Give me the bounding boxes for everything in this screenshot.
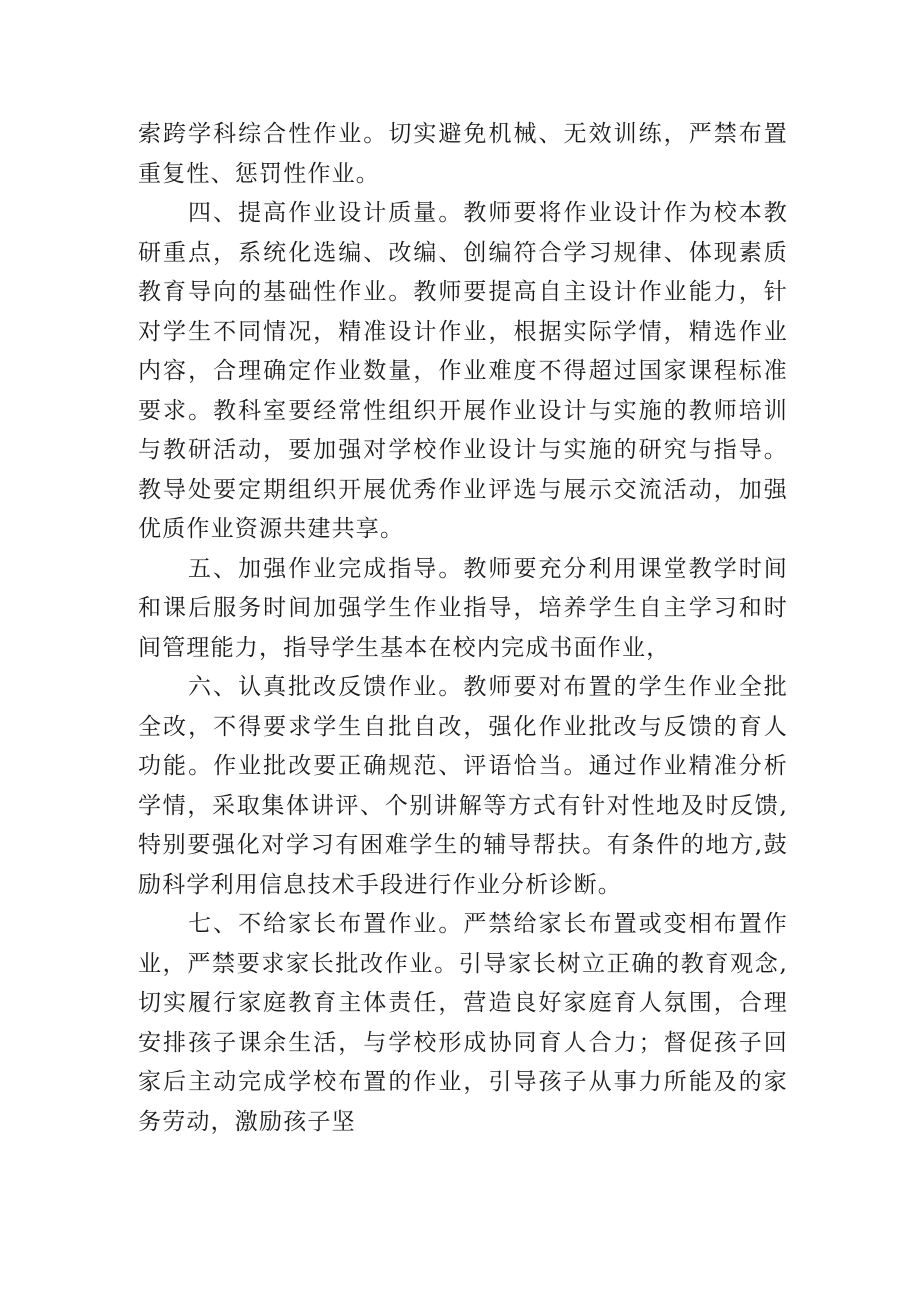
- paragraph-item-7: 七、不给家长布置作业。严禁给家长布置或变相布置作业，严禁要求家长批改作业。引导家长树立正确的教育观念,切实履行家庭教育主体责任，营造良好家庭育人氛围，合理安排孩子课余生活，与学校形成协同育人合力；督促孩子回家后主动完成学校布置的作业，引导孩子从事力所能及的家务劳动，激励孩子坚: [138, 911, 788, 1135]
- paragraph-continuation: 索跨学科综合性作业。切实避免机械、无效训练，严禁布置重复性、惩罚性作业。: [138, 121, 788, 187]
- paragraph-item-4: 四、提高作业设计质量。教师要将作业设计作为校本教研重点，系统化选编、改编、创编符合学习规律、体现素质教育导向的基础性作业。教师要提高自主设计作业能力，针对学生不同情况，精准设计作业，根据实际学情，精选作业内容，合理确定作业数量，作业难度不得超过国家课程标准要求。教科室要经常性组织开展作业设计与实施的教师培训与教研活动，要加强对学校作业设计与实施的研究与指导。教导处要定期组织开展优秀作业评选与展示交流活动，加强优质作业资源共建共享。: [138, 200, 788, 542]
- paragraph-item-5: 五、加强作业完成指导。教师要充分利用课堂教学时间和课后服务时间加强学生作业指导，培养学生自主学习和时间管理能力，指导学生基本在校内完成书面作业，: [138, 555, 788, 661]
- document-body: [138, 115, 788, 1142]
- paragraph-item-6: 六、认真批改反馈作业。教师要对布置的学生作业全批全改，不得要求学生自批自改，强化作业批改与反馈的育人功能。作业批改要正确规范、评语恰当。通过作业精准分析学情，采取集体讲评、个别讲解等方式有针对性地及时反馈,特别要强化对学习有困难学生的辅导帮扶。有条件的地方,鼓励科学利用信息技术手段进行作业分析诊断。: [138, 674, 788, 898]
